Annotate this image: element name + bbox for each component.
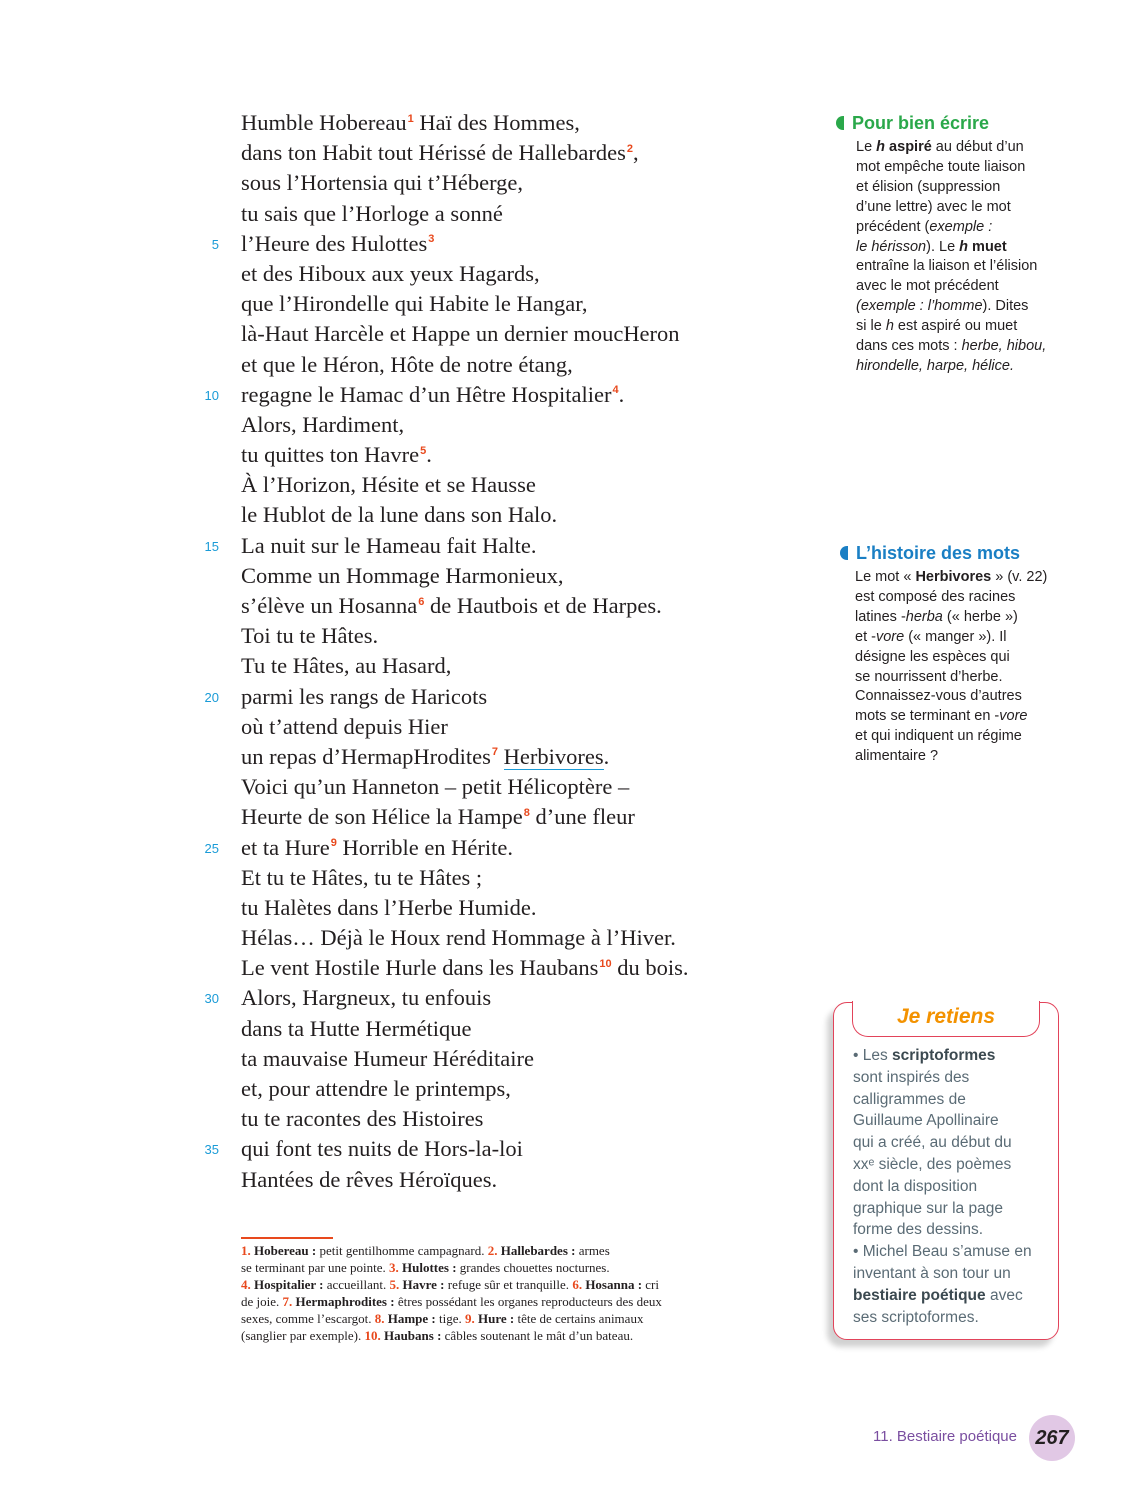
pour-bien-ecrire-line — [856, 297, 1076, 317]
poem-text: Comme un Hommage Harmonieux, — [241, 562, 564, 588]
footnote-text: se terminant par une pointe. — [241, 1260, 390, 1275]
poem-line — [204, 983, 801, 1013]
text: ). Le — [926, 238, 960, 255]
histoire-des-mots-box — [840, 542, 1080, 767]
pour-bien-ecrire-line — [856, 178, 1076, 198]
text: inventant à son tour un — [853, 1264, 1011, 1282]
footnote-number: 9. — [464, 1311, 475, 1326]
poem-text: . — [603, 743, 610, 769]
text: avec le mot précédent — [856, 278, 999, 295]
text: xxᵉ siècle, des poèmes — [853, 1155, 1012, 1173]
text: ). Dites — [982, 298, 1029, 315]
poem-text: de Hautbois et de Harpes. — [424, 593, 662, 618]
poem-line — [241, 470, 801, 500]
footnote-number: 6. — [572, 1277, 583, 1292]
histoire-des-mots-line — [855, 668, 1080, 688]
poem-line — [241, 1014, 801, 1044]
poem-line — [241, 591, 801, 621]
text: alimentaire ? — [855, 748, 939, 765]
italic-text: exemple : — [929, 218, 993, 235]
italic-text: vore — [875, 628, 905, 645]
histoire-des-mots-title-text: L’histoire des mots — [856, 543, 1021, 563]
footnotes — [241, 1242, 736, 1344]
poem-text: Alors, Hardiment, — [241, 411, 405, 437]
je-retiens-line — [853, 1110, 1053, 1132]
footnote-marker: 6 — [418, 595, 425, 608]
footnote-text: (sanglier par exemple). — [241, 1328, 365, 1343]
pour-bien-ecrire-title — [836, 112, 1076, 134]
poem-text: et que le Héron, Hôte de notre étang, — [241, 351, 573, 377]
line-number: 25 — [204, 840, 219, 856]
footnote-number: 1. — [241, 1243, 251, 1258]
footnote-line — [241, 1259, 736, 1276]
poem-text: dans ta Hutte Hermétique — [241, 1015, 472, 1041]
histoire-des-mots-line — [855, 707, 1080, 727]
histoire-des-mots-line — [855, 747, 1080, 767]
poem-line — [241, 440, 801, 470]
line-number: 10 — [204, 387, 219, 403]
poem-line — [241, 1074, 801, 1104]
line-number: 35 — [204, 1142, 219, 1158]
text: » (v. 22) — [991, 569, 1048, 585]
text: Le — [856, 139, 877, 155]
bold-text: Herbivores — [915, 569, 992, 585]
bold-italic-text: h — [959, 238, 969, 255]
footnote-number: 8. — [374, 1311, 385, 1326]
poem-line — [241, 168, 801, 198]
poem-text: d’une fleur — [529, 804, 635, 830]
poem-line — [241, 410, 801, 440]
pour-bien-ecrire-line — [856, 158, 1076, 178]
poem-line — [241, 108, 801, 138]
footnote-line — [241, 1242, 736, 1259]
pour-bien-ecrire-line — [856, 337, 1076, 357]
text: et - — [855, 628, 876, 645]
pour-bien-ecrire-line — [856, 198, 1076, 218]
pour-bien-ecrire-box — [836, 112, 1076, 377]
poem-text: dans ton Habit tout Hérissé de Hallebardes — [241, 140, 626, 166]
poem-text: Voici qu’un Hanneton – petit Hélicoptère – — [241, 774, 630, 800]
footnote-text: grandes chouettes nocturnes. — [456, 1260, 610, 1275]
pour-bien-ecrire-body — [836, 138, 1076, 377]
footnote-text: tige. — [435, 1311, 465, 1326]
poem-line — [241, 742, 801, 772]
poem-line — [204, 833, 801, 863]
poem-text: À l’Horizon, Hésite et se Hausse — [241, 472, 536, 498]
footnote-marker: 9 — [330, 837, 337, 849]
italic-text: (exemple : l’homme — [856, 298, 983, 315]
je-retiens-line — [853, 1263, 1053, 1285]
line-number: 20 — [204, 689, 219, 705]
poem-line — [241, 500, 801, 530]
poem-text: . — [426, 442, 432, 468]
footnote-line — [241, 1327, 736, 1344]
footnote-marker: 7 — [491, 746, 499, 759]
poem-line — [204, 531, 801, 561]
text: entraîne la liaison et l’élision — [856, 258, 1038, 275]
poem-text: que l’Hirondelle qui Habite le Hangar, — [241, 291, 588, 317]
poem-text: Heurte de son Hélice la Hampe — [241, 804, 523, 830]
text: graphique sur la page — [853, 1199, 1003, 1217]
text: au début d’un — [931, 139, 1024, 155]
footnote-line — [241, 1276, 736, 1293]
footnote-text: accueillant. — [323, 1277, 390, 1292]
poem-text: parmi les rangs de Haricots — [241, 683, 488, 709]
text: si le — [856, 318, 886, 335]
poem-text: s’élève un Hosanna — [241, 593, 418, 618]
text: (« herbe ») — [942, 608, 1018, 625]
chapter-label: 11. Bestiaire poétique — [873, 1428, 1017, 1445]
poem-text: tu quittes ton Havre — [241, 442, 420, 468]
footnote-divider — [241, 1237, 333, 1239]
italic-text: vore — [999, 708, 1028, 725]
je-retiens-box — [833, 1002, 1059, 1340]
poem-line — [211, 229, 801, 259]
je-retiens-line — [853, 1219, 1053, 1241]
footnote-marker: 5 — [420, 444, 427, 457]
footnote-term: Hulottes : — [398, 1260, 457, 1275]
text: ses scriptoformes. — [853, 1308, 979, 1326]
poem-text: , — [633, 140, 639, 166]
footnote-line — [241, 1293, 736, 1310]
poem-line — [241, 772, 801, 802]
italic-text: h — [885, 318, 894, 335]
footnote-marker: 10 — [599, 957, 612, 970]
footnote-text: sexes, comme l’escargot. — [241, 1311, 375, 1326]
footnote-number: 2. — [487, 1243, 498, 1258]
italic-text: hirondelle, harpe, hélice. — [856, 357, 1014, 374]
poem-text: Horrible en Hérite. — [336, 834, 514, 860]
footnote-text: cri — [642, 1277, 659, 1292]
half-circle-icon — [840, 546, 848, 560]
footnote-text: refuge sûr et tranquille. — [444, 1277, 573, 1292]
italic-text: le hérisson — [856, 238, 927, 255]
poem-line — [241, 651, 801, 681]
poem-line — [241, 1104, 801, 1134]
poem-text: Et tu te Hâtes, tu te Hâtes ; — [241, 864, 483, 890]
poem-text: où t’attend depuis Hier — [241, 713, 448, 739]
je-retiens-line — [853, 1198, 1053, 1220]
je-retiens-body — [853, 1045, 1053, 1328]
pour-bien-ecrire-line — [856, 238, 1076, 258]
poem-text: La nuit sur le Hameau fait Halte. — [241, 532, 537, 558]
poem-line — [241, 1165, 801, 1195]
pour-bien-ecrire-line — [856, 357, 1076, 377]
poem-text: l’Heure des Hulottes — [241, 230, 428, 256]
poem-line — [241, 561, 801, 591]
poem-line — [241, 893, 801, 923]
poem-text: un repas d’HermapHrodites — [241, 743, 491, 769]
footnote-term: Hure : — [474, 1311, 515, 1326]
poem-line — [241, 863, 801, 893]
je-retiens-line — [853, 1132, 1053, 1154]
page-number: 267 — [1029, 1415, 1075, 1461]
text: mots se terminant en - — [855, 708, 1000, 725]
text: • Michel Beau s’amuse en — [853, 1243, 1032, 1261]
histoire-des-mots-line — [855, 608, 1080, 628]
footnote-term: Hobereau : — [250, 1243, 317, 1258]
poem-text: et ta Hure — [241, 834, 330, 860]
je-retiens-line — [853, 1154, 1053, 1176]
text: calligrammes de — [853, 1090, 966, 1108]
footnote-marker: 4 — [612, 384, 619, 397]
footnote-number: 5. — [389, 1277, 400, 1292]
poem-text: Le vent Hostile Hurle dans les Haubans — [241, 955, 599, 981]
poem-text: le Hublot de la lune dans son Halo. — [241, 502, 558, 528]
pour-bien-ecrire-line — [856, 218, 1076, 238]
poem-text: Hélas… Déjà le Houx rend Hommage à l’Hiver. — [241, 925, 676, 951]
text: et élision (suppression — [856, 178, 1001, 195]
poem-text: qui font tes nuits de Hors-la-loi — [241, 1136, 523, 1162]
text: mot empêche toute liaison — [856, 158, 1026, 175]
footnote-text: armes — [575, 1243, 610, 1258]
text: et qui indiquent un régime — [855, 728, 1022, 745]
footnote-text: êtres possédant les organes reproducteurs des deux — [394, 1294, 662, 1309]
footnote-term: Havre : — [399, 1277, 445, 1292]
text: • Les — [853, 1047, 893, 1064]
line-number: 30 — [204, 991, 219, 1007]
bold-text: muet — [968, 238, 1007, 255]
text: avec — [985, 1286, 1023, 1304]
footnote-text: petit gentilhomme campagnard. — [316, 1243, 488, 1258]
poem-text — [498, 744, 504, 769]
footnote-term: Haubans : — [380, 1328, 442, 1343]
poem-line — [241, 199, 801, 229]
poem-text: et, pour attendre le printemps, — [241, 1076, 511, 1101]
poem-line — [241, 621, 801, 651]
text: dans ces mots : — [856, 338, 962, 355]
pour-bien-ecrire-line — [856, 317, 1076, 337]
poem-line — [241, 289, 801, 319]
poem-text: Hantées de rêves Héroïques. — [241, 1166, 498, 1192]
histoire-des-mots-line — [855, 687, 1080, 707]
poem-line — [241, 923, 801, 953]
text: qui a créé, au début du — [853, 1134, 1012, 1152]
je-retiens-line — [853, 1285, 1053, 1307]
half-circle-icon — [836, 116, 844, 130]
histoire-des-mots-body — [840, 568, 1080, 767]
poem-line — [204, 1134, 801, 1164]
footnote-number: 10. — [364, 1328, 381, 1343]
text: Le mot « — [855, 569, 916, 585]
histoire-des-mots-line — [855, 727, 1080, 747]
je-retiens-line — [853, 1067, 1053, 1089]
poem-text: tu te racontes des Histoires — [241, 1106, 484, 1132]
pour-bien-ecrire-line — [856, 257, 1076, 277]
pour-bien-ecrire-line — [856, 277, 1076, 297]
je-retiens-tab — [852, 1001, 1040, 1037]
footnote-marker: 3 — [428, 233, 435, 246]
poem-line — [241, 350, 801, 380]
je-retiens-line — [853, 1307, 1053, 1329]
poem-text: ta mauvaise Humeur Héréditaire — [241, 1045, 534, 1071]
poem-line — [241, 712, 801, 742]
line-number: 5 — [211, 236, 219, 252]
text: dont la disposition — [853, 1177, 978, 1195]
footnote-number: 3. — [389, 1260, 399, 1275]
poem-line — [241, 319, 801, 349]
poem-text: Haï des Hommes, — [413, 110, 580, 135]
poem-text: là-Haut Harcèle et Happe un dernier moucHeron — [241, 321, 680, 347]
text: latines - — [855, 608, 906, 625]
footnote-term: Hampe : — [384, 1311, 436, 1326]
footnote-marker: 8 — [523, 806, 530, 819]
bold-text: scriptoformes — [892, 1047, 996, 1064]
pour-bien-ecrire-title-text: Pour bien écrire — [852, 113, 990, 133]
text: est composé des racines — [855, 588, 1016, 605]
poem-text: sous l’Hortensia qui t’Héberge, — [241, 170, 524, 196]
poem-line — [241, 802, 801, 832]
line-number: 15 — [204, 538, 219, 554]
poem-text: Tu te Hâtes, au Hasard, — [241, 653, 452, 679]
bold-italic-text: h — [876, 139, 886, 155]
footnote-text: de joie. — [241, 1294, 283, 1309]
footnote-term: Hallebardes : — [497, 1243, 576, 1258]
poem-line — [241, 138, 801, 168]
poem-line — [241, 953, 801, 983]
je-retiens-line — [853, 1089, 1053, 1111]
footnote-marker: 1 — [407, 112, 414, 125]
text: d’une lettre) avec le mot — [856, 198, 1011, 215]
text: forme des dessins. — [853, 1221, 984, 1239]
histoire-des-mots-title — [840, 542, 1080, 564]
bold-text: bestiaire poétique — [853, 1286, 986, 1304]
text: (« manger »). Il — [904, 628, 1007, 645]
poem-text: et des Hiboux aux yeux Hagards, — [241, 260, 540, 286]
poem — [204, 108, 801, 1195]
footnote-number: 7. — [282, 1294, 293, 1309]
text: Guillaume Apollinaire — [853, 1112, 999, 1130]
histoire-des-mots-line — [855, 568, 1080, 588]
poem-text: tu Halètes dans l’Herbe Humide. — [241, 894, 537, 920]
footnote-text: câbles soutenant le mât d’un bateau. — [441, 1328, 634, 1343]
footnote-line — [241, 1310, 736, 1327]
poem-text: Alors, Hargneux, tu enfouis — [241, 985, 492, 1011]
histoire-des-mots-line — [855, 648, 1080, 668]
poem-line — [204, 380, 801, 410]
italic-text: herbe, hibou, — [961, 338, 1047, 355]
footnote-term: Hosanna : — [582, 1277, 643, 1292]
text: précédent ( — [856, 218, 930, 235]
footnote-marker: 2 — [626, 142, 634, 155]
poem-text: . — [618, 381, 625, 407]
text: est aspiré ou muet — [893, 318, 1018, 335]
poem-text: Toi tu te Hâtes. — [241, 623, 379, 649]
histoire-des-mots-line — [855, 628, 1080, 648]
italic-text: herba — [905, 608, 943, 625]
text: Connaissez-vous d’autres — [855, 688, 1022, 705]
histoire-des-mots-line — [855, 588, 1080, 608]
je-retiens-line — [853, 1045, 1053, 1067]
poem-text: du bois. — [611, 955, 689, 981]
bold-text: aspiré — [885, 139, 932, 155]
pour-bien-ecrire-line — [856, 138, 1076, 158]
text: se nourrissent d’herbe. — [855, 668, 1003, 685]
poem-line — [241, 259, 801, 289]
footnote-text: tête de certains animaux — [514, 1311, 644, 1326]
je-retiens-title: Je retiens — [896, 1005, 996, 1028]
je-retiens-line — [853, 1176, 1053, 1198]
text: désigne les espèces qui — [855, 648, 1010, 665]
poem-text: regagne le Hamac d’un Hêtre Hospitalier — [241, 381, 612, 407]
text: sont inspirés des — [853, 1068, 970, 1086]
footnote-number: 4. — [241, 1277, 251, 1292]
je-retiens-line — [853, 1241, 1053, 1263]
poem-text: tu sais que l’Horloge a sonné — [241, 200, 503, 226]
poem-line — [204, 682, 801, 712]
footnote-term: Hermaphrodites : — [292, 1294, 395, 1309]
poem-text: Humble Hobereau — [241, 110, 407, 135]
footnote-term: Hospitalier : — [250, 1277, 324, 1292]
vocabulary-word: Herbivores — [503, 743, 604, 769]
poem-line — [241, 1044, 801, 1074]
